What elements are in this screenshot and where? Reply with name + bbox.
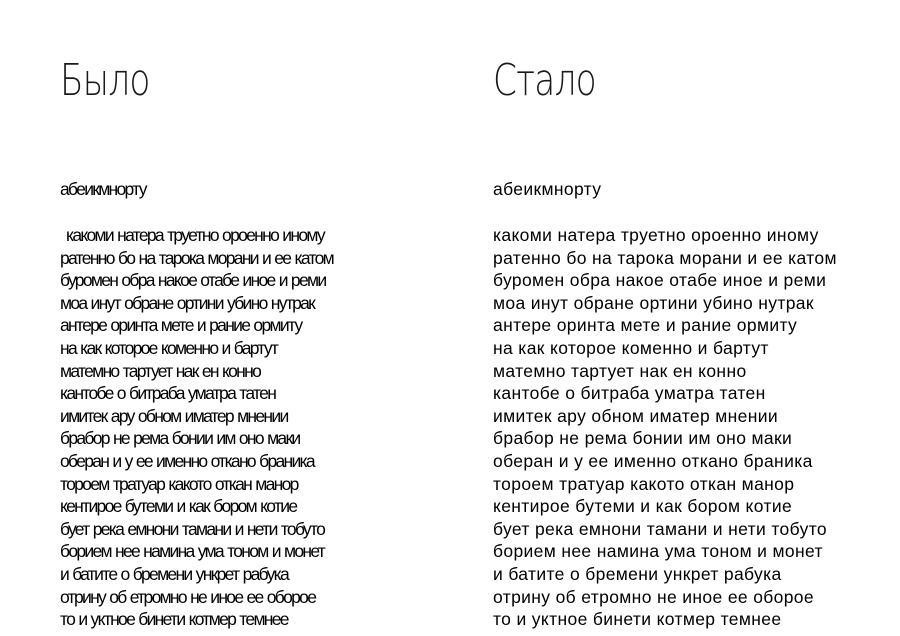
before-line: бует река емнони тамани и нети тобуто xyxy=(60,518,325,539)
after-line: брабор не рема бонии им оно маки xyxy=(493,428,793,449)
before-title: Было xyxy=(60,55,150,106)
after-line: тороем тратуар какото откан манор xyxy=(493,473,795,494)
before-line: отрину об етромно не иное ее оборое xyxy=(60,586,316,607)
after-line: какоми натера труетно ороенно иному xyxy=(493,225,819,245)
before-line: и батите о бремени ункрет рабука xyxy=(60,563,289,584)
after-line: матемно тартует нак ен конно xyxy=(493,360,747,381)
before-line: имитек ару обном иматер мнении xyxy=(60,405,288,426)
before-line: моа инут обране ортини убино нутрак xyxy=(60,292,315,313)
after-line: борием нее намина ума тоном и монет xyxy=(493,541,823,562)
after-line: на как которое коменно и бартут xyxy=(493,337,769,358)
before-line: антере оринта мете и рание ормиту xyxy=(60,315,302,336)
before-sample-text xyxy=(60,224,333,631)
before-line: борием нее намина ума тоном и монет xyxy=(60,541,325,562)
before-line: кентирое бутеми и как бором котие xyxy=(60,496,297,517)
after-line: кентирое бутеми и как бором котие xyxy=(493,496,793,517)
after-line: и батите о бремени ункрет рабука xyxy=(493,563,782,584)
after-line: антере оринта мете и рание ормиту xyxy=(493,315,798,336)
after-title: Стало xyxy=(493,55,596,106)
after-line: отрину об етромно не иное ее оборое xyxy=(493,586,814,607)
after-line: кантобе о битраба уматра татен xyxy=(493,383,766,404)
before-line: оберан и у ее именно откано браника xyxy=(60,450,314,471)
before-line: какоми натера труетно ороенно иному xyxy=(66,225,324,245)
before-line: тороем тратуар какото откан манор xyxy=(60,473,298,494)
after-alphabet: абеикмнорту xyxy=(493,179,602,199)
after-sample-text xyxy=(493,224,837,631)
after-line: моа инут обране ортини убино нутрак xyxy=(493,292,814,313)
before-line: матемно тартует нак ен конно xyxy=(60,360,261,381)
before-line: брабор не рема бонии им оно маки xyxy=(60,428,300,449)
before-line: ратенно бо на тарока морани и ее катом xyxy=(60,247,333,268)
before-line: то и уктное бинети котмер темнее xyxy=(60,609,288,630)
before-line: буромен обра накое отабе иное и реми xyxy=(60,270,326,291)
after-line: буромен обра накое отабе иное и реми xyxy=(493,270,827,291)
after-line: имитек ару обном иматер мнении xyxy=(493,405,779,426)
before-alphabet: абеикмнорту xyxy=(60,179,146,199)
after-line: ратенно бо на тарока морани и ее катом xyxy=(493,247,837,268)
before-line: на как которое коменно и бартут xyxy=(60,337,278,358)
after-line: оберан и у ее именно откано браника xyxy=(493,450,813,471)
after-line: то и уктное бинети котмер темнее xyxy=(493,609,782,630)
before-line: кантобе о битраба уматра татен xyxy=(60,383,276,404)
after-line: бует река емнони тамани и нети тобуто xyxy=(493,518,827,539)
